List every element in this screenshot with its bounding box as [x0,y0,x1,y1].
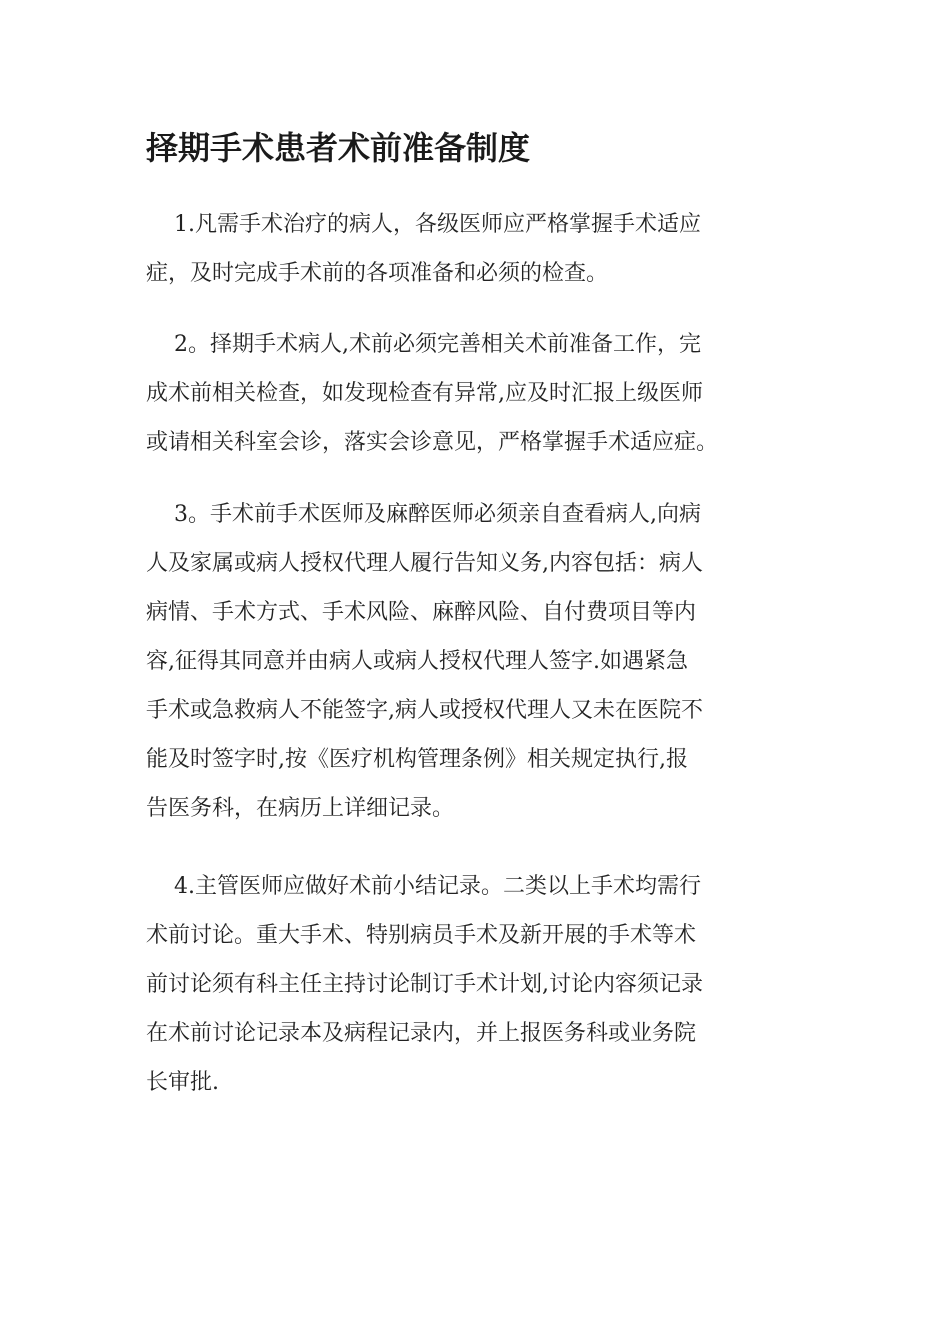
paragraph-line: 长审批. [146,1070,219,1095]
paragraph-line: 术前讨论。重大手术、特别病员手术及新开展的手术等术 [146,923,697,948]
paragraph-line: 成术前相关检查，如发现检查有异常,应及时汇报上级医师 [146,381,703,406]
paragraph-line: 症，及时完成手术前的各项准备和必须的检查。 [146,261,609,286]
document-title: 择期手术患者术前准备制度 [146,129,531,167]
paragraph-4 [146,862,806,1107]
paragraph-line: 或请相关科室会诊，落实会诊意见，严格掌握手术适应症。 [146,430,719,455]
paragraph-line: 人及家属或病人授权代理人履行告知义务,内容包括：病人 [146,551,703,576]
paragraph-line: 告医务科，在病历上详细记录。 [146,796,455,821]
paragraph-2 [146,320,806,467]
paragraph-line: 能及时签字时,按《医疗机构管理条例》相关规定执行,报 [146,747,688,772]
paragraph-1 [146,200,806,298]
paragraph-line: 2。择期手术病人,术前必须完善相关术前准备工作，完 [174,332,701,357]
paragraph-line: 手术或急救病人不能签字,病人或授权代理人又未在医院不 [146,698,703,723]
paragraph-3 [146,490,806,833]
paragraph-line: 前讨论须有科主任主持讨论制订手术计划,讨论内容须记录 [146,972,703,997]
paragraph-line: 病情、手术方式、手术风险、麻醉风险、自付费项目等内 [146,600,697,625]
paragraph-line: 4.主管医师应做好术前小结记录。二类以上手术均需行 [174,874,701,899]
paragraph-line: 容,征得其同意并由病人或病人授权代理人签字.如遇紧急 [146,649,688,674]
paragraph-line: 在术前讨论记录本及病程记录内，并上报医务科或业务院 [146,1021,697,1046]
paragraph-line: 3。手术前手术医师及麻醉医师必须亲自查看病人,向病 [174,502,701,527]
paragraph-line: 1.凡需手术治疗的病人，各级医师应严格掌握手术适应 [174,212,701,237]
